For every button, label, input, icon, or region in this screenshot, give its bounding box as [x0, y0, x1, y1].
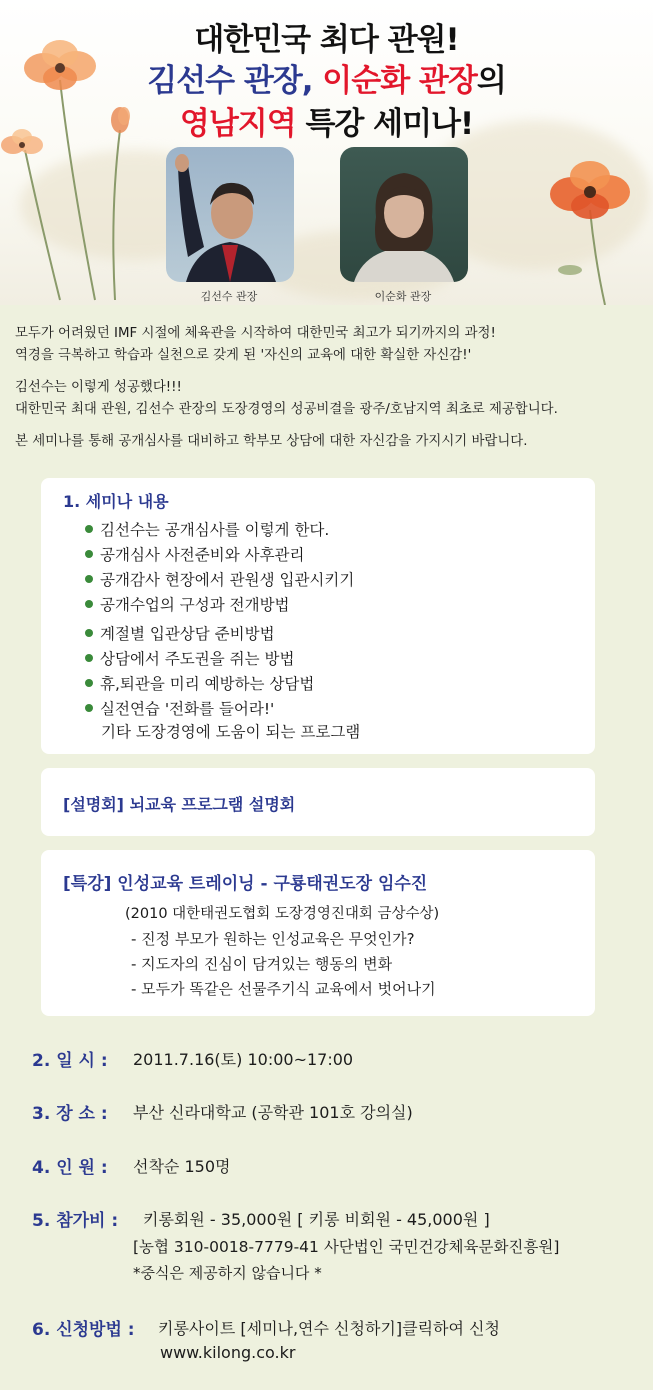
seminar-item: 상담에서 주도권을 쥐는 방법: [85, 647, 294, 669]
briefing-box: [41, 768, 595, 836]
seminar-item: 계절별 입관상담 준비방법: [85, 622, 275, 644]
intro-paragraph-5: 본 세미나를 통해 공개심사를 대비하고 학부모 상담에 대한 자신감을 가지시기 바랍니다.: [15, 434, 528, 449]
special-lecture-item: - 진정 부모가 원하는 인성교육은 무엇인가?: [131, 930, 415, 948]
special-lecture-award: (2010 대한태권도협회 도장경영진대회 금상수상): [125, 906, 440, 922]
date-label: 2. 일 시 :: [32, 1051, 108, 1071]
apply-label: 6. 신청방법 :: [32, 1320, 135, 1340]
intro-paragraph-3: 김선수는 이렇게 성공했다!!!: [15, 380, 182, 395]
fee-value: 키롱회원 - 35,000원 [ 키롱 비회원 - 45,000원 ]: [143, 1210, 490, 1229]
special-lecture-item: - 모두가 똑같은 선물주기식 교육에서 벗어나기: [131, 980, 436, 998]
fee-label: 5. 참가비 :: [32, 1211, 119, 1231]
seminar-content-box: [41, 478, 595, 754]
poppy-flowers-right: [535, 150, 653, 305]
bullet-icon: [85, 600, 93, 608]
people-value: 선착순 150명: [133, 1157, 231, 1176]
bullet-icon: [85, 704, 93, 712]
intro-paragraph-2: 역경을 극복하고 학습과 실천으로 갖게 된 '자신의 교육에 대한 확실한 자신감!': [15, 348, 472, 363]
date-value: 2011.7.16(토) 10:00~17:00: [133, 1050, 354, 1069]
seminar-item: 공개감사 현장에서 관원생 입관시키기: [85, 568, 354, 590]
bullet-icon: [85, 575, 93, 583]
special-lecture-box: [41, 850, 595, 1016]
intro-paragraph-1: 모두가 어려웠던 IMF 시절에 체육관을 시작하여 대한민국 최고가 되기까지의 과정!: [15, 326, 496, 341]
briefing-title: [설명회] 뇌교육 프로그램 설명회: [63, 795, 296, 814]
apply-url[interactable]: www.kilong.co.kr: [160, 1343, 296, 1362]
intro-paragraph-4: 대한민국 최대 관원, 김선수 관장의 도장경영의 성공비결을 광주/호남지역 최초로 제공합니다.: [15, 402, 558, 417]
seminar-item: 휴,퇴관을 미리 예방하는 상담법: [85, 672, 314, 694]
bullet-icon: [85, 679, 93, 687]
headline-line-1: 대한민국 최다 관원!: [194, 22, 459, 58]
place-value: 부산 신라대학교 (공학관 101호 강의실): [133, 1103, 413, 1122]
seminar-item: 공개수업의 구성과 전개방법: [85, 593, 290, 615]
special-lecture-item: - 지도자의 진심이 담겨있는 행동의 변화: [131, 955, 393, 973]
apply-value: 키롱사이트 [세미나,연수 신청하기]클릭하여 신청: [158, 1319, 500, 1338]
speaker-photo-lee: [340, 147, 468, 282]
header-banner: [0, 0, 653, 305]
fee-bank-account: [농협 310-0018-7779-41 사단법인 국민건강체육문화진흥원]: [133, 1238, 560, 1256]
seminar-item: 실전연습 '전화를 들어라!': [85, 697, 274, 719]
fee-note: *중식은 제공하지 않습니다 *: [133, 1264, 322, 1282]
bullet-icon: [85, 550, 93, 558]
bullet-icon: [85, 525, 93, 533]
bullet-icon: [85, 654, 93, 662]
headline-line-2: 김선수 관장, 이순화 관장의: [147, 63, 506, 99]
seminar-extra: 기타 도장경영에 도움이 되는 프로그램: [101, 723, 361, 741]
speaker-photo-kim: [166, 147, 294, 282]
seminar-item: 공개심사 사전준비와 사후관리: [85, 543, 305, 565]
special-lecture-title: [특강] 인성교육 트레이닝 - 구룡태권도장 임수진: [63, 874, 428, 894]
people-label: 4. 인 원 :: [32, 1158, 108, 1178]
place-label: 3. 장 소 :: [32, 1104, 108, 1124]
seminar-item: 김선수는 공개심사를 이렇게 한다.: [85, 518, 329, 540]
seminar-section-title: 1. 세미나 내용: [63, 492, 169, 511]
headline-line-3: 영남지역 특강 세미나!: [179, 106, 474, 142]
speaker-caption-lee: 이순화 관장: [374, 290, 432, 303]
speaker-caption-kim: 김선수 관장: [200, 290, 258, 303]
bullet-icon: [85, 629, 93, 637]
